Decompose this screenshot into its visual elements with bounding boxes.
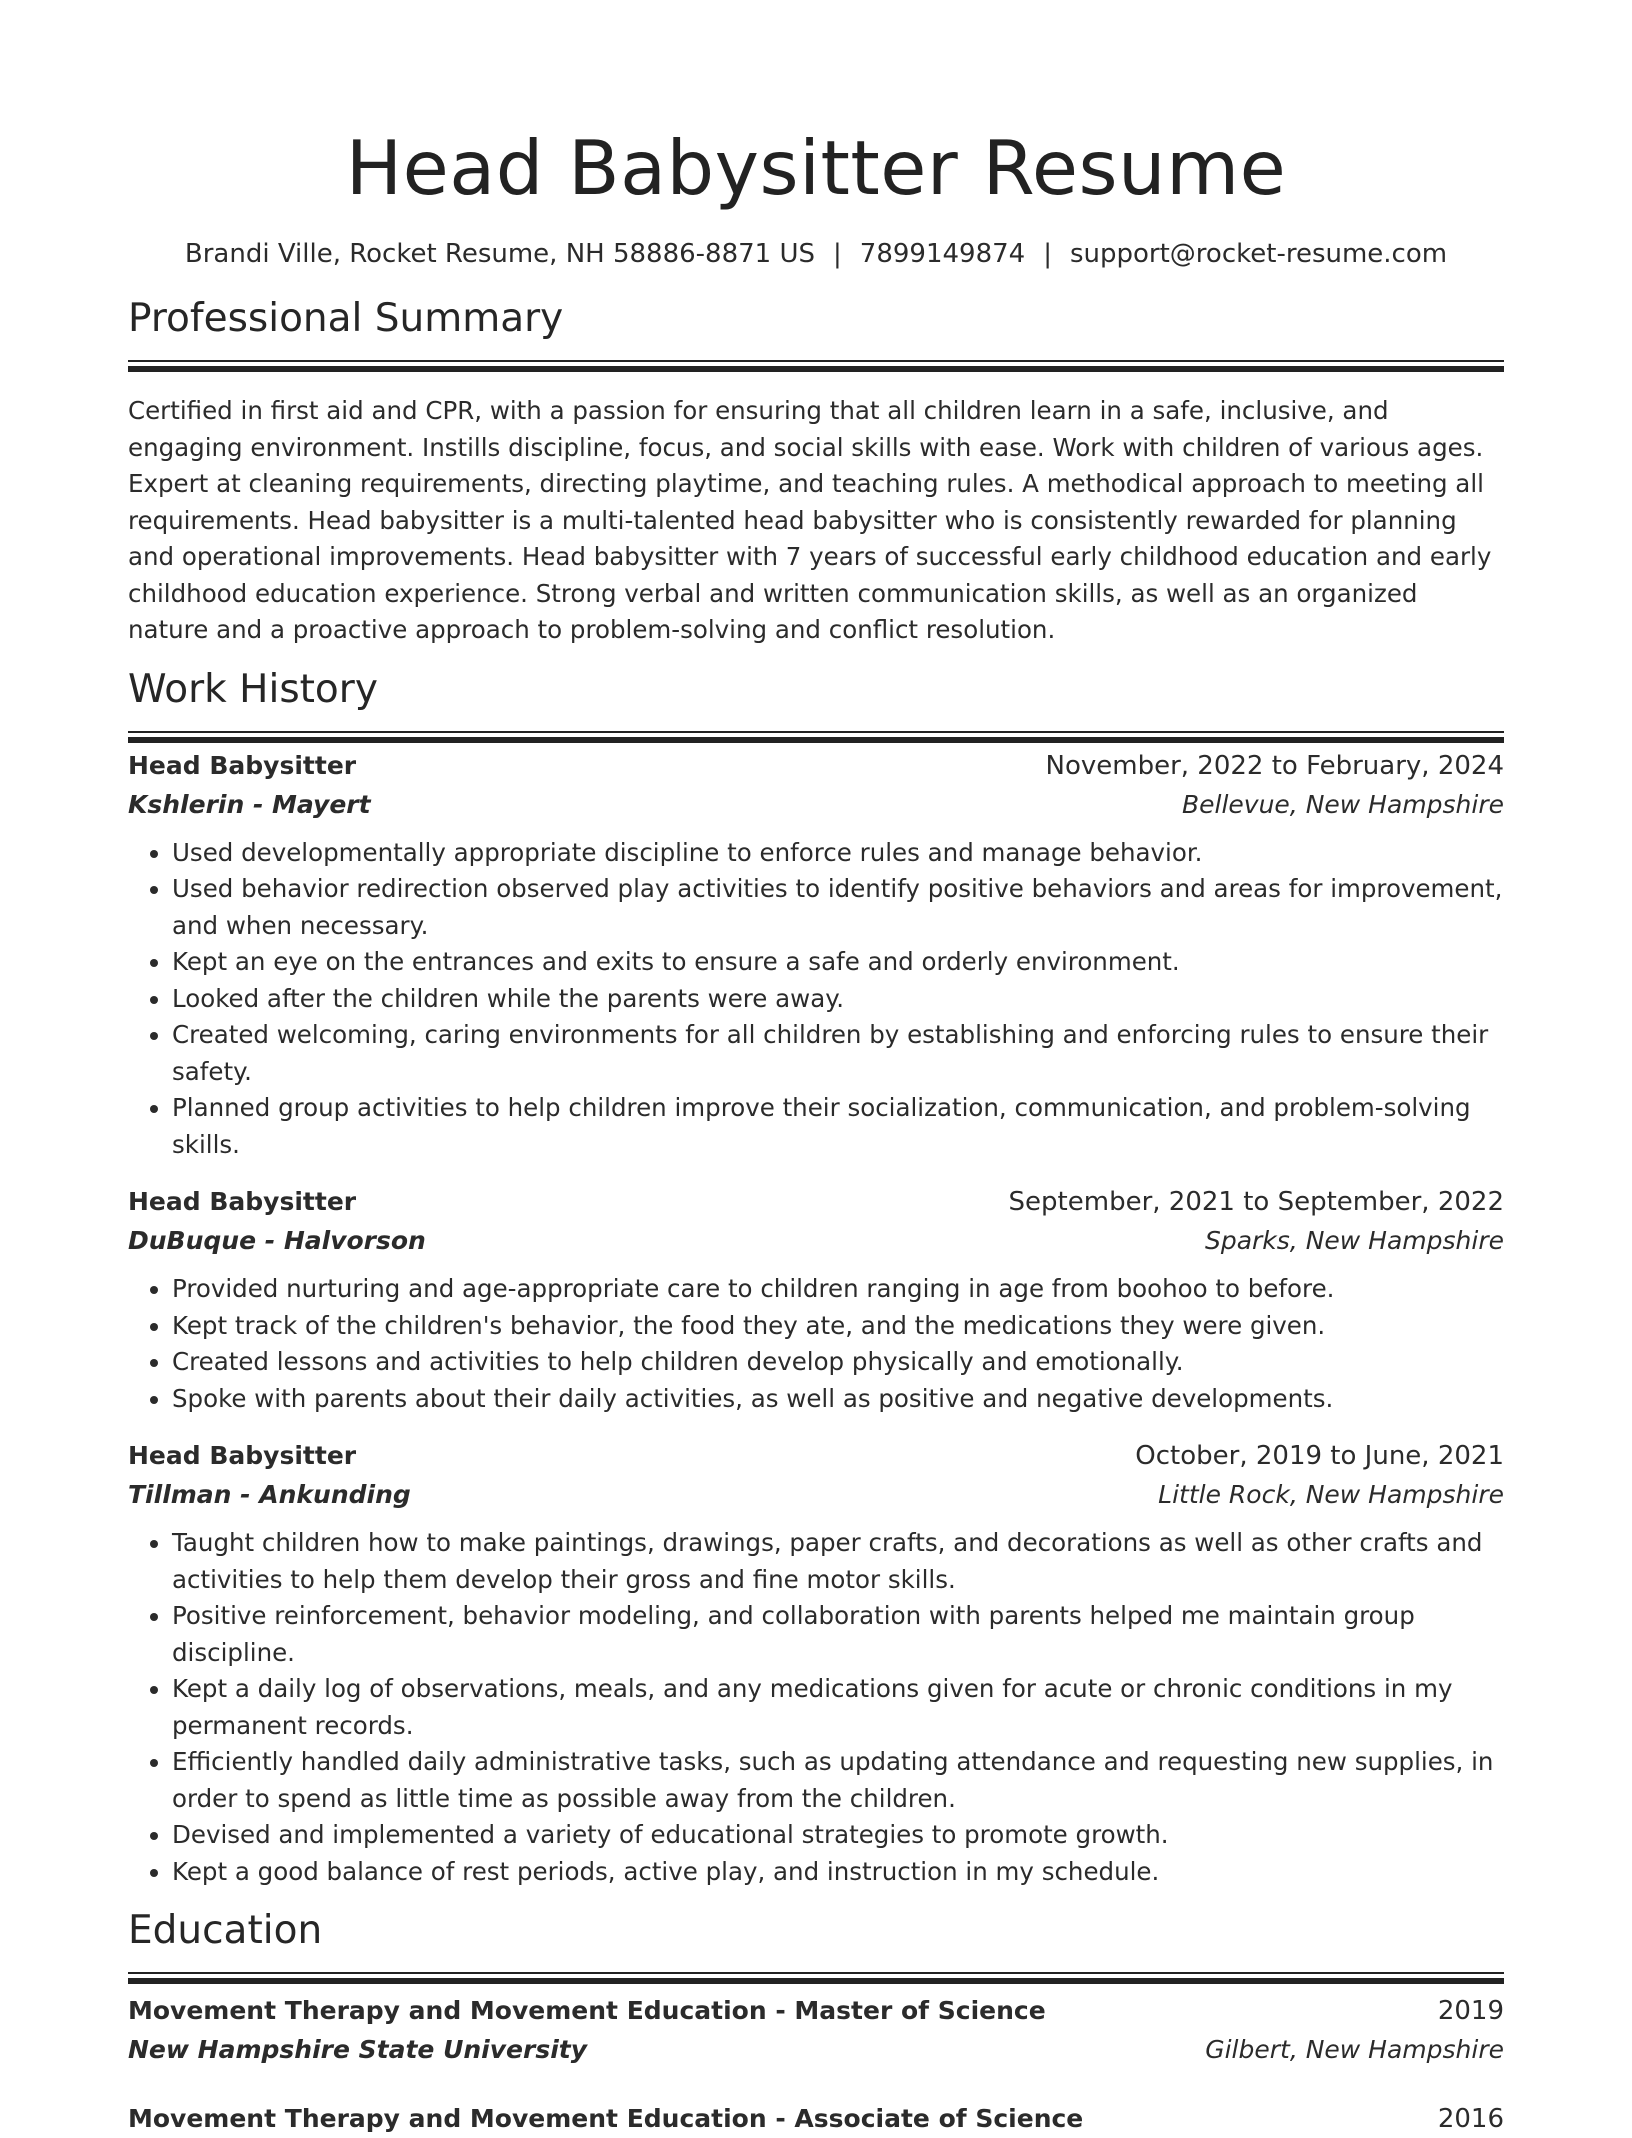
list-item: • Taught children how to make paintings, drawings, paper crafts, and decorations as well as other crafts and activities to help them develop their gross and fine motor skills.: [172, 1525, 1504, 1598]
list-item: • Used developmentally appropriate discipline to enforce rules and manage behavior.: [172, 835, 1504, 872]
contact-separator: |: [833, 239, 842, 269]
resume-page: [128, 0, 1504, 2138]
job-header-row: [128, 747, 1504, 785]
education-degree: Movement Therapy and Movement Education - Associate of Science: [128, 2104, 1084, 2133]
job-title: Head Babysitter: [128, 750, 357, 780]
job-title: Head Babysitter: [128, 1187, 357, 1216]
list-item: • Kept track of the children's behavior, the food they ate, and the medications they were given.: [172, 1308, 1504, 1345]
job-location: Sparks, New Hampshire: [1204, 1226, 1504, 1255]
contact-email[interactable]: support@rocket-resume.com: [1069, 239, 1448, 269]
contact-address: Brandi Ville, Rocket Resume, NH 58886-8871 US: [184, 239, 816, 269]
job-entry: [128, 747, 1504, 1164]
job-company: Kshlerin - Mayert: [128, 789, 371, 819]
job-header-row: [128, 1183, 1504, 1221]
education-header-row: [128, 1992, 1504, 2030]
contact-line: [128, 236, 1504, 272]
list-item: • Efficiently handled daily administrative tasks, such as updating attendance and requesting new supplies, in order to spend as little time as possible away from the children.: [172, 1744, 1504, 1817]
list-item: • Looked after the children while the parents were away.: [172, 981, 1504, 1018]
job-company: Tillman - Ankunding: [128, 1480, 411, 1509]
section-divider: [128, 731, 1504, 733]
resume-title: Head Babysitter Resume: [345, 124, 1287, 212]
education-heading: Education: [128, 1908, 323, 1953]
education-entry: [128, 1992, 1504, 2070]
job-entry: [128, 1437, 1504, 1890]
education-degree: Movement Therapy and Movement Education - Master of Science: [128, 1996, 1046, 2025]
work-history-section: [128, 665, 1504, 1891]
list-item: • Devised and implemented a variety of educational strategies to promote growth.: [172, 1817, 1504, 1854]
contact-separator: |: [1043, 239, 1052, 269]
list-item: • Spoke with parents about their daily activities, as well as positive and negative developments.: [172, 1381, 1504, 1418]
list-item: • Created lessons and activities to help children develop physically and emotionally.: [172, 1344, 1504, 1381]
summary-heading: Professional Summary: [128, 296, 564, 341]
list-item: • Planned group activities to help children improve their socialization, communication, and problem-solving skills.: [172, 1090, 1504, 1163]
job-company-row: [128, 785, 1504, 825]
list-item: • Created welcoming, caring environments for all children by establishing and enforcing rules to ensure their safety.: [172, 1017, 1504, 1090]
work-history-heading: Work History: [128, 666, 378, 712]
job-company-row: [128, 1221, 1504, 1261]
job-header-row: [128, 1437, 1504, 1475]
list-item: • Positive reinforcement, behavior modeling, and collaboration with parents helped me maintain group discipline.: [172, 1598, 1504, 1671]
list-item: • Used behavior redirection observed play activities to identify positive behaviors and areas for improvement, and when necessary.: [172, 871, 1504, 944]
education-year: 2019: [1437, 1996, 1504, 2026]
education-entry: [128, 2100, 1504, 2138]
education-school: New Hampshire State University: [128, 2035, 588, 2064]
education-school-row: [128, 2030, 1504, 2070]
job-title: Head Babysitter: [128, 1441, 357, 1470]
job-location: Little Rock, New Hampshire: [1158, 1480, 1504, 1509]
job-entry: [128, 1183, 1504, 1417]
job-location: Bellevue, New Hampshire: [1181, 789, 1504, 819]
contact-phone: 7899149874: [859, 239, 1026, 269]
list-item: • Provided nurturing and age-appropriate care to children ranging in age from boohoo to before.: [172, 1271, 1504, 1308]
education-header-row: [128, 2100, 1504, 2138]
summary-section: [128, 294, 1504, 649]
job-dates: October, 2019 to June, 2021: [1135, 1441, 1504, 1471]
job-duties-list: [128, 1525, 1504, 1890]
list-item: • Kept a good balance of rest periods, active play, and instruction in my schedule.: [172, 1854, 1504, 1891]
summary-text: Certified in first aid and CPR, with a passion for ensuring that all children learn in a safe, inclusive, and engaging environment. Instills discipline, focus, and social skills with ease. Work with children of various ages. Expert at cleaning requirements, directing playtime, and teaching rules. A methodical approach to meeting all requirements. Head babysitter is a multi-talented head babysitter who is consistently rewarded for planning and operational improvements. Head babysitter with 7 years of successful early childhood education and early childhood education experience. Strong verbal and written communication skills, as well as an organized nature and a proactive approach to problem-solving and conflict resolution.: [128, 396, 1492, 644]
job-company: DuBuque - Halvorson: [128, 1226, 426, 1255]
list-item: • Kept an eye on the entrances and exits to ensure a safe and orderly environment.: [172, 944, 1504, 981]
section-divider: [128, 360, 1504, 362]
job-duties-list: [128, 835, 1504, 1164]
job-duties-list: [128, 1271, 1504, 1417]
job-dates: November, 2022 to February, 2024: [1045, 750, 1504, 781]
section-divider: [128, 1972, 1504, 1974]
education-location: Gilbert, New Hampshire: [1205, 2035, 1504, 2064]
education-section: [128, 1906, 1504, 2138]
job-dates: September, 2021 to September, 2022: [1008, 1187, 1504, 1217]
education-year: 2016: [1437, 2104, 1504, 2134]
list-item: • Kept a daily log of observations, meals, and any medications given for acute or chronic conditions in my permanent records.: [172, 1671, 1504, 1744]
job-company-row: [128, 1475, 1504, 1515]
